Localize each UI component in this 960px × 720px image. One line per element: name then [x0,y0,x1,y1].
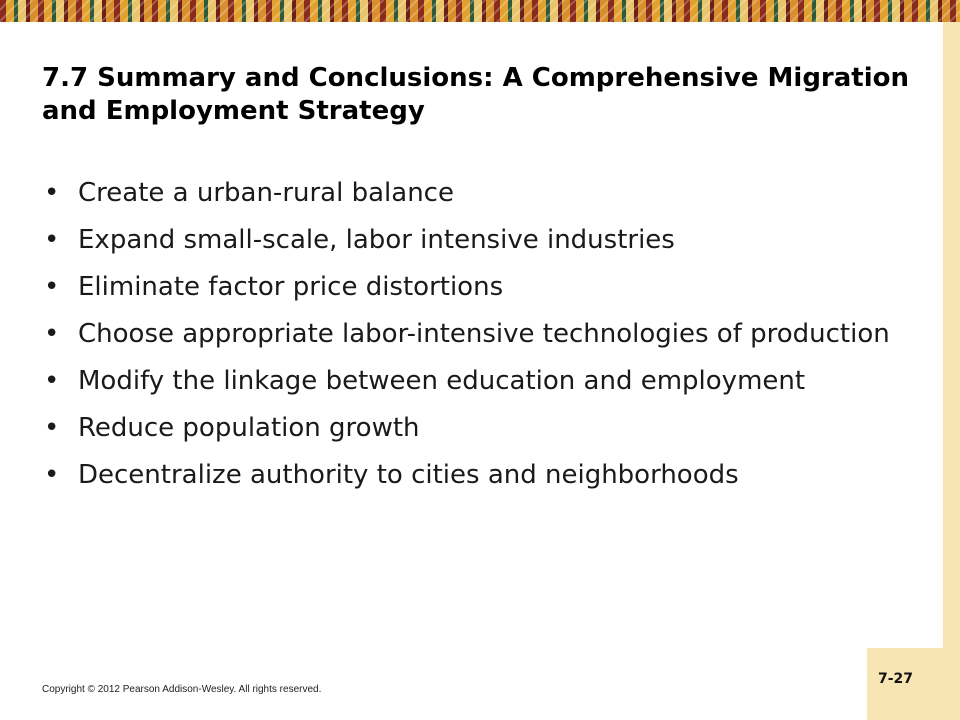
decorative-banner [0,0,960,22]
bullet-item [42,412,922,444]
bullet-item [42,271,922,303]
bullet-dot-icon: • [44,225,60,255]
bullet-text: Choose appropriate labor-intensive technologies of production [78,319,890,349]
bullet-dot-icon: • [44,178,60,208]
bullet-text: Eliminate factor price distortions [78,272,504,302]
side-strip [943,22,960,720]
bullet-item [42,224,922,256]
bullet-text: Create a urban-rural balance [78,178,454,208]
bullet-text: Expand small-scale, labor intensive industries [78,225,675,255]
bullet-dot-icon: • [44,460,60,490]
bullet-item [42,318,922,350]
bullet-dot-icon: • [44,413,60,443]
bullet-text: Reduce population growth [78,413,420,443]
bullet-item [42,177,922,209]
bullet-dot-icon: • [44,366,60,396]
bullet-dot-icon: • [44,319,60,349]
bullet-item [42,459,922,491]
page-number: 7-27 [878,671,914,687]
bullet-item [42,365,922,397]
bullet-text: Modify the linkage between education and employment [78,366,806,396]
bullet-list [42,177,922,506]
slide-title: 7.7 Summary and Conclusions: A Comprehensive Migration and Employment Strategy [42,63,910,126]
bullet-text: Decentralize authority to cities and neighborhoods [78,460,739,490]
copyright-notice: Copyright © 2012 Pearson Addison-Wesley. All rights reserved. [42,684,322,695]
bullet-dot-icon: • [44,272,60,302]
